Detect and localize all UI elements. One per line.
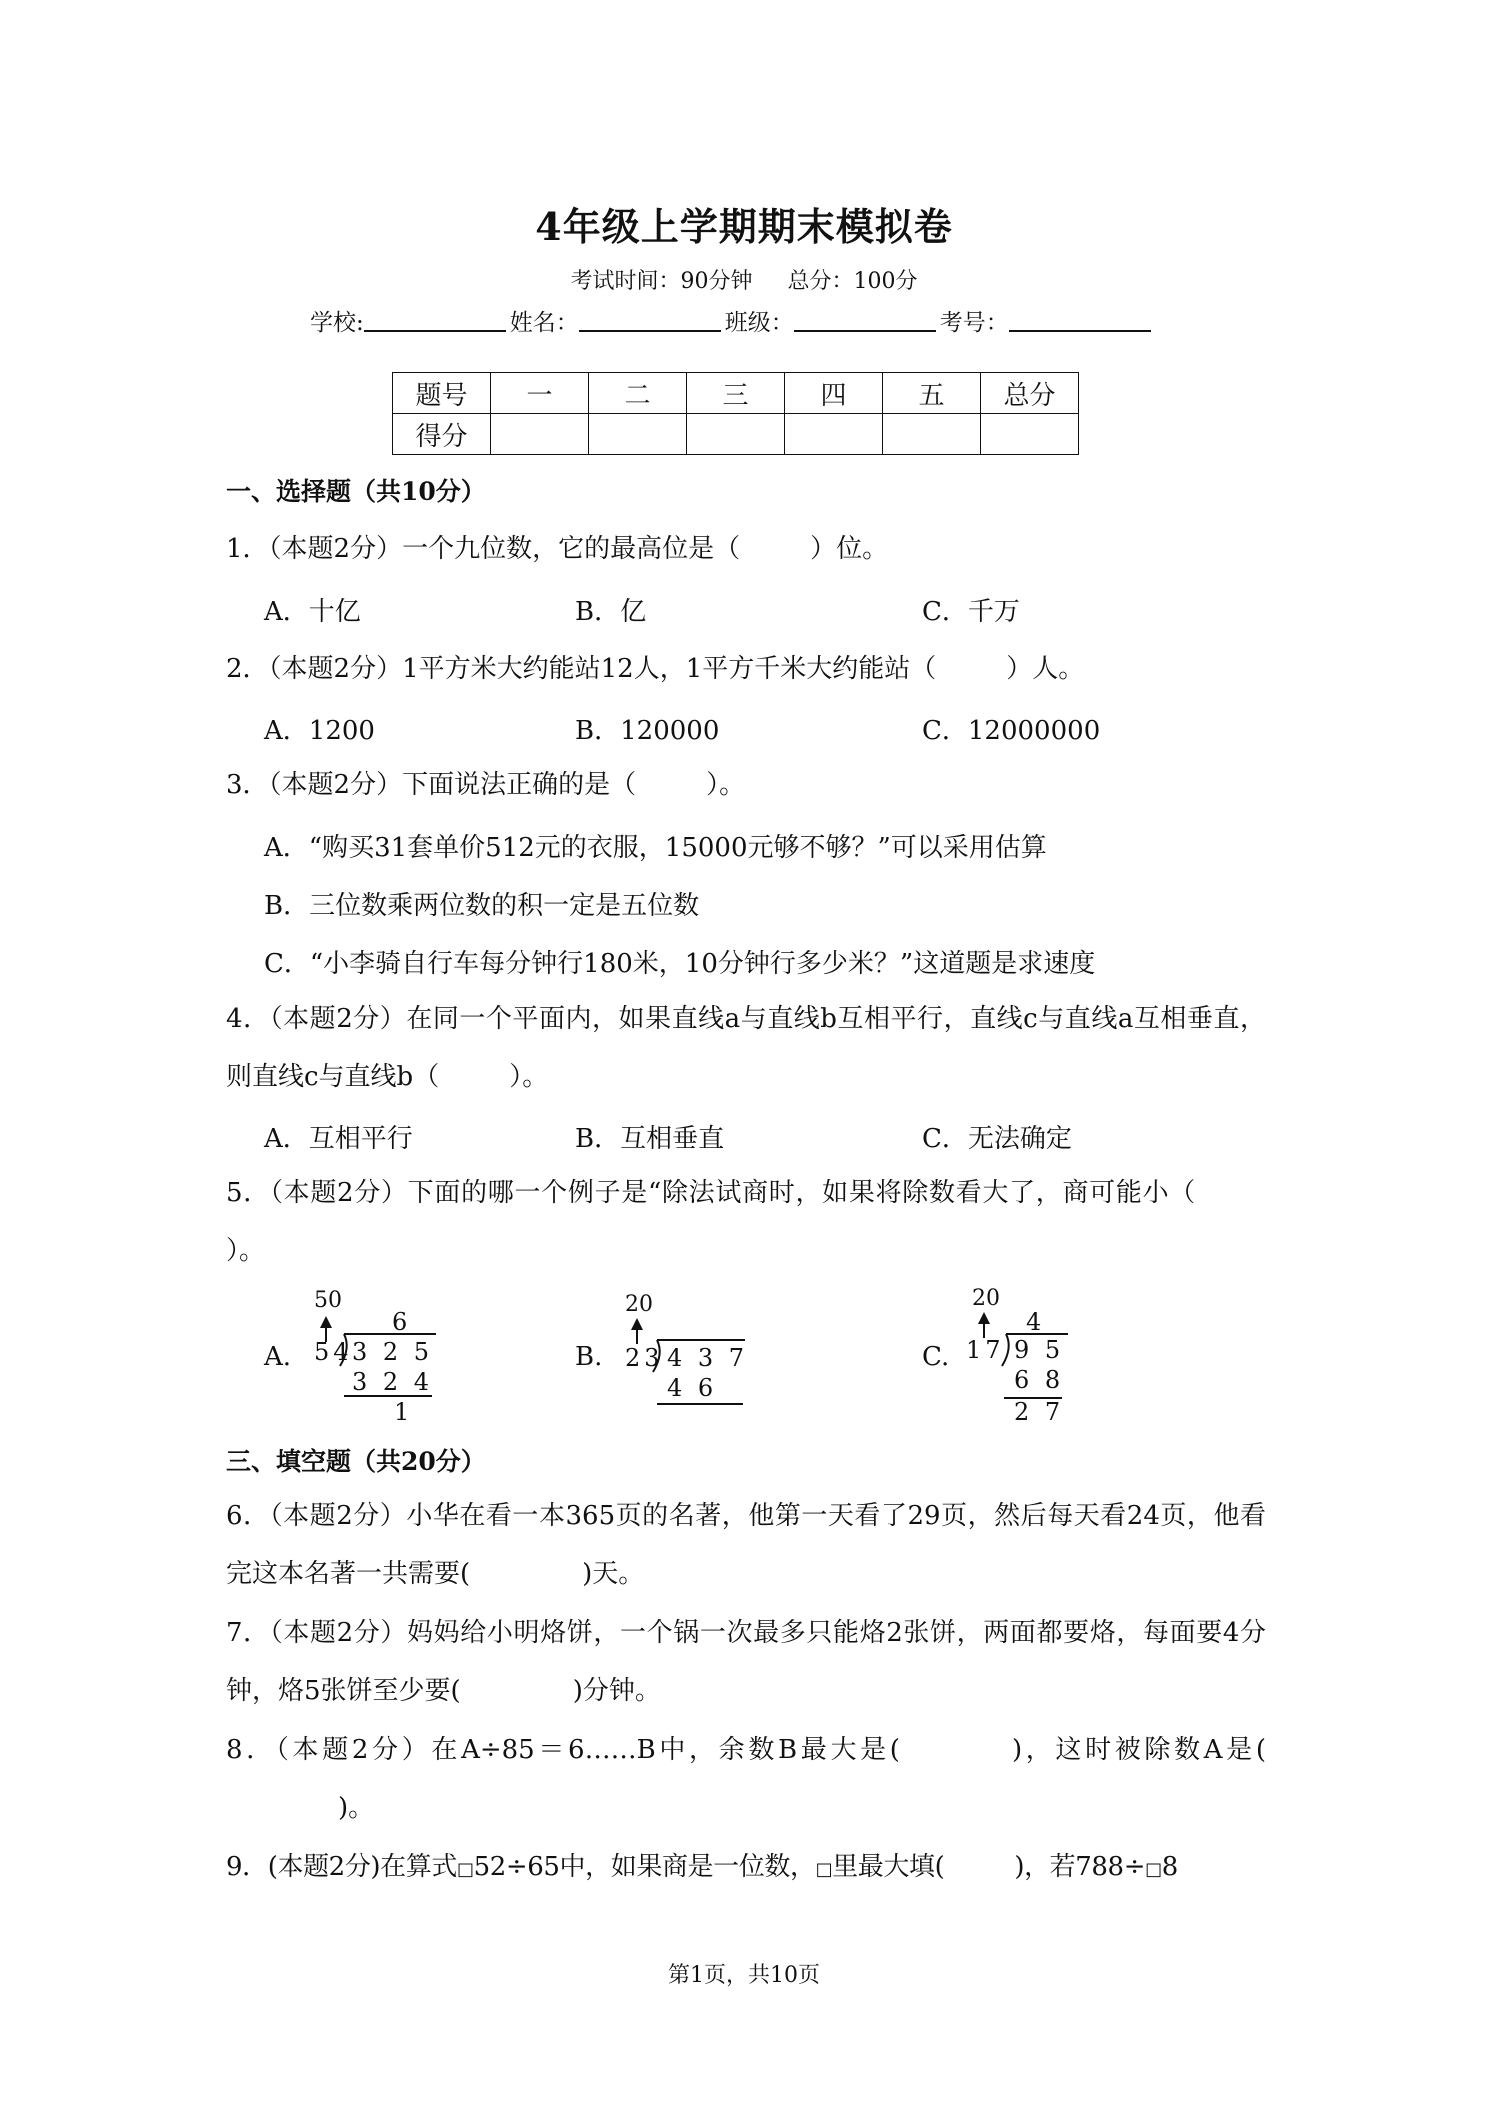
question-stem-end: )。 <box>338 1793 375 1823</box>
question-stem: 5．（本题2分）下面的哪一个例子是“除法试商时，如果将除数看大了，商可能小（ <box>226 1178 1196 1208</box>
score-table <box>392 372 1079 455</box>
option-c: C．12000000 <box>922 716 1101 746</box>
quotient: 6 <box>392 1308 412 1336</box>
section-title-fill: 三、填空题（共20分） <box>226 1447 486 1476</box>
score-entry-cell <box>981 414 1079 455</box>
question-stem: 3．（本题2分）下面说法正确的是（ <box>226 770 637 800</box>
question-stem-end: ）人。 <box>1006 654 1085 684</box>
question-stem: 4．（本题2分）在同一个平面内，如果直线a与直线b互相平行，直线c与直线a互相垂直，则直线c与直线b（ <box>226 1004 1266 1092</box>
total-score: 总分：100分 <box>787 269 918 294</box>
question-8 <box>226 1721 1266 1837</box>
question-stem: 6．（本题2分）小华在看一本365页的名著，他第一天看了29页，然后每天看24页，他看完这本名著一共需要( <box>226 1501 1266 1589</box>
exam-no-label: 考号： <box>939 310 1009 336</box>
school-blank <box>364 304 506 332</box>
question-stem-mid: )，这时被除数A是( <box>1011 1735 1266 1765</box>
long-division-c <box>922 1286 1102 1436</box>
score-table-cell: 五 <box>883 373 981 414</box>
option-label: C. <box>922 1342 950 1372</box>
question-9 <box>226 1838 1266 1899</box>
question-stem: )，若788÷ <box>1014 1852 1146 1882</box>
exam-no-blank <box>1009 304 1151 332</box>
question-stem: 1．（本题2分）一个九位数，它的最高位是（ <box>226 534 741 564</box>
dividend: 3 2 5 <box>352 1338 434 1366</box>
score-table-cell: 总分 <box>981 373 1079 414</box>
score-entry-cell <box>491 414 589 455</box>
option-c: C．千万 <box>922 597 1020 627</box>
long-division-b <box>575 1292 755 1422</box>
estimate-number: 20 <box>972 1286 1000 1311</box>
score-table-cell: 四 <box>785 373 883 414</box>
option-a: A．互相平行 <box>264 1124 413 1154</box>
option-a: A．“购买31套单价512元的衣服，15000元够不够？”可以采用估算 <box>264 833 1047 863</box>
remainder: 1 <box>394 1398 414 1426</box>
school-label: 学校: <box>310 310 364 336</box>
name-blank <box>579 304 721 332</box>
question-stem-end: ）。 <box>509 1062 549 1092</box>
question-stem-end: ）。 <box>706 770 746 800</box>
question-stem-end: )天。 <box>582 1559 645 1589</box>
option-b: B．120000 <box>575 716 720 746</box>
estimate-number: 20 <box>625 1292 653 1317</box>
question-1 <box>226 520 1266 578</box>
page-title: 4年级上学期期末模拟卷 <box>535 204 953 249</box>
question-6 <box>226 1487 1266 1603</box>
score-entry-cell <box>589 414 687 455</box>
option-c: C．“小李骑自行车每分钟行180米，10分钟行多少米？”这道题是求速度 <box>264 949 1096 979</box>
division-bracket <box>922 1286 1102 1436</box>
score-table-cell: 一 <box>491 373 589 414</box>
student-info-line <box>310 304 1155 337</box>
score-table-score-row <box>393 414 1079 455</box>
option-b: B．三位数乘两位数的积一定是五位数 <box>264 891 700 921</box>
long-division-a <box>264 1288 444 1428</box>
option-b: B．互相垂直 <box>575 1124 725 1154</box>
divisor: 17 <box>966 1336 1005 1364</box>
question-stem-end: ）位。 <box>810 534 889 564</box>
score-table-cell: 三 <box>687 373 785 414</box>
option-c: C．无法确定 <box>922 1124 1072 1154</box>
empty-box-icon: □ <box>1145 1859 1162 1880</box>
score-entry-cell <box>883 414 981 455</box>
score-table-header-row <box>393 373 1079 414</box>
class-label: 班级： <box>724 310 794 336</box>
option-b: B．亿 <box>575 597 647 627</box>
option-label: B. <box>575 1342 603 1372</box>
question-stem: 里最大填( <box>832 1852 945 1882</box>
question-stem-end: ）。 <box>226 1236 266 1266</box>
partial-product: 3 2 4 <box>352 1368 434 1396</box>
question-stem: 8 <box>1161 1852 1178 1882</box>
empty-box-icon: □ <box>815 1859 833 1880</box>
score-table-cell: 得分 <box>393 414 491 455</box>
question-7 <box>226 1604 1266 1720</box>
dividend: 9 5 <box>1014 1336 1065 1364</box>
divisor: 23 <box>625 1344 664 1372</box>
question-stem: 9．(本题2分)在算式 <box>226 1852 457 1882</box>
name-label: 姓名： <box>509 310 579 336</box>
section-title-choice: 一、选择题（共10分） <box>226 477 486 506</box>
question-stem: 2．（本题2分）1平方米大约能站12人，1平方千米大约能站（ <box>226 654 937 684</box>
score-entry-cell <box>687 414 785 455</box>
option-a: A．1200 <box>264 716 375 746</box>
question-stem: 8．（本题2分）在A÷85＝6……B中，余数B最大是( <box>226 1735 900 1765</box>
question-5 <box>226 1164 1266 1280</box>
divisor: 54 <box>314 1338 353 1366</box>
class-blank <box>794 304 936 332</box>
question-stem: 7．（本题2分）妈妈给小明烙饼，一个锅一次最多只能烙2张饼，两面都要烙，每面要4分钟，烙5张饼至少要( <box>226 1618 1266 1706</box>
partial-product: 6 8 <box>1014 1366 1065 1394</box>
question-stem: 52÷65中，如果商是一位数， <box>473 1852 816 1882</box>
dividend: 4 3 7 <box>667 1344 749 1372</box>
page-footer: 第1页，共10页 <box>668 1963 820 1988</box>
question-2 <box>226 640 1266 698</box>
question-4 <box>226 990 1266 1106</box>
score-entry-cell <box>785 414 883 455</box>
option-label: A. <box>264 1342 292 1372</box>
quotient: 4 <box>1026 1308 1046 1336</box>
empty-box-icon: □ <box>456 1859 474 1880</box>
estimate-number: 50 <box>314 1288 342 1313</box>
score-table-cell: 二 <box>589 373 687 414</box>
remainder: 2 7 <box>1014 1398 1065 1426</box>
question-stem-end: )分钟。 <box>572 1676 661 1706</box>
partial-product: 4 6 <box>667 1374 718 1402</box>
option-a: A．十亿 <box>264 597 361 627</box>
question-3 <box>226 756 1266 814</box>
score-table-cell: 题号 <box>393 373 491 414</box>
exam-time: 考试时间：90分钟 <box>570 269 753 294</box>
exam-info <box>0 264 1488 295</box>
